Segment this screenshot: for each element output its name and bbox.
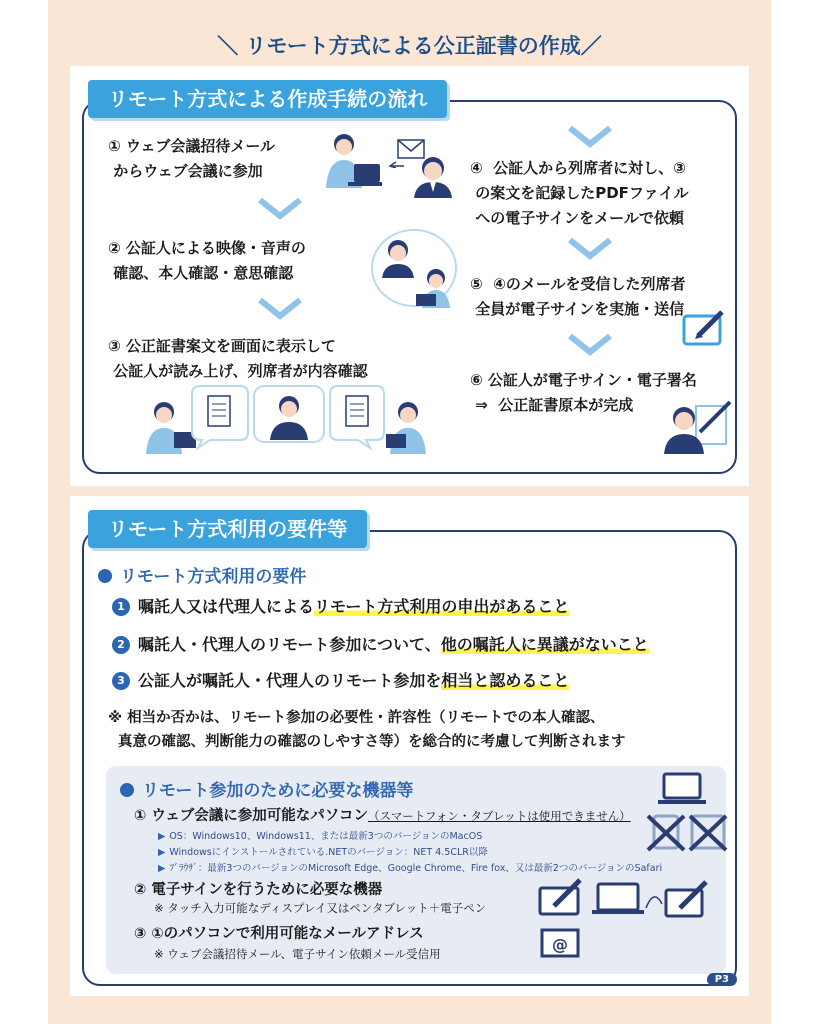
page-number: P3	[707, 973, 737, 986]
requirement-2	[112, 632, 649, 655]
crossed-tablet-icon	[688, 812, 728, 852]
number-badge: 2	[112, 636, 130, 654]
equipment-heading-text: リモート参加のために必要な機器等	[142, 781, 414, 801]
flow-step-5: ⑤ ④のメールを受信した列席者 全員が電子サインを実施・送信	[470, 275, 686, 318]
page	[48, 0, 771, 1024]
flow-step-6: ⑥ 公証人が電子サイン・電子署名 ⇒ 公正証書原本が完成	[470, 371, 697, 414]
email-glyph: @	[552, 935, 568, 954]
chevron-down-icon	[568, 238, 612, 260]
bullet-text: OS：Windows10、Windows11、または最新3つのバージョンのMacOS	[169, 831, 483, 842]
bullet-text: Windowsにインストールされている.NETのバージョン：NET 4.5CLR以降	[169, 847, 488, 858]
chevron-down-icon	[258, 198, 302, 220]
flow-heading: リモート方式による作成手続の流れ	[88, 80, 447, 118]
note-line: 真意の確認、判断能力の確認のしやすさ等）を総合的に考慮して判断されます	[118, 734, 626, 750]
person-icon	[410, 154, 456, 198]
triangle-bullet-icon: ▶	[158, 863, 166, 874]
meeting-illustration	[130, 382, 434, 460]
requirements-note	[108, 706, 626, 754]
requirement-text: 嘱託人又は代理人による	[138, 597, 315, 616]
requirement-text: 嘱託人・代理人のリモート参加について、	[138, 635, 441, 654]
bullet-dot	[98, 569, 112, 583]
signature-devices-icon	[536, 878, 726, 920]
number-badge: 1	[112, 598, 130, 616]
requirement-text: 公証人が嘱託人・代理人のリモート参加を	[138, 671, 442, 690]
requirement-highlight: リモート方式利用の申出があること	[314, 597, 570, 616]
person-laptop-icon	[318, 130, 382, 192]
requirements-subheading	[98, 562, 306, 587]
triangle-bullet-icon: ▶	[158, 847, 166, 858]
equipment-item-3: ③ ①のパソコンで利用可能なメールアドレス	[134, 926, 424, 942]
equipment-heading	[120, 776, 413, 801]
equipment-item-paren: （スマートフォン・タブレットは使用できません）	[367, 809, 631, 823]
number-badge: 3	[112, 672, 130, 690]
chevron-down-icon	[568, 126, 612, 148]
requirements-heading: リモート方式利用の要件等	[88, 510, 367, 548]
bullet-dot	[120, 783, 134, 797]
requirement-highlight: 他の嘱託人に異議がないこと	[440, 635, 649, 654]
equipment-bullet	[158, 844, 488, 858]
flow-step-4: ④ 公証人から列席者に対し、③ の案文を記録したPDFファイル への電子サインをメールで依頼	[470, 159, 689, 227]
flow-step-3: ③ 公正証書案文を画面に表示して 公証人が読み上げ、列席者が内容確認	[108, 337, 368, 380]
flow-step-2: ② 公証人による映像・音声の 確認、本人確認・意思確認	[108, 239, 306, 282]
email-icon	[540, 928, 580, 958]
equipment-item-2-note: ※ タッチ入力可能なディスプレイ又はペンタブレット＋電子ペン	[154, 901, 487, 915]
flow-step-1: ① ウェブ会議招待メール からウェブ会議に参加	[108, 137, 276, 180]
page-title: ＼ リモート方式による公正証書の作成／	[217, 34, 602, 58]
note-line: ※ 相当か否かは、リモート参加の必要性・許容性（リモートでの本人確認、	[108, 710, 605, 726]
crossed-phone-icon	[646, 812, 686, 852]
equipment-item-3-note: ※ ウェブ会議招待メール、電子サイン依頼メール受信用	[154, 947, 441, 961]
requirement-3	[112, 668, 569, 691]
equipment-bullet	[158, 860, 662, 874]
requirement-highlight: 相当と認めること	[441, 671, 570, 690]
equipment-item-text: ① ウェブ会議に参加可能なパソコン	[134, 808, 368, 824]
requirements-subheading-text: リモート方式利用の要件	[120, 567, 307, 587]
flow-panel	[70, 66, 749, 486]
triangle-bullet-icon: ▶	[158, 831, 166, 842]
bullet-text: ﾌﾞﾗｳｻﾞ：最新3つのバージョンのMicrosoft Edge、Google Chrome、Fire fox、又は最新2つのバージョンのSafari	[169, 863, 663, 874]
tablet-pen-icon	[682, 308, 728, 348]
requirement-1	[112, 594, 569, 617]
person-sign-icon	[662, 396, 734, 454]
person-laptop-icon	[370, 228, 460, 312]
equipment-item-2: ② 電子サインを行うために必要な機器	[134, 882, 383, 898]
chevron-down-icon	[258, 298, 302, 320]
requirements-panel	[70, 496, 749, 996]
equipment-bullet	[158, 828, 482, 842]
equipment-item-1	[134, 804, 631, 825]
laptop-icon	[658, 772, 706, 806]
equipment-section	[106, 766, 726, 974]
chevron-down-icon	[568, 334, 612, 356]
